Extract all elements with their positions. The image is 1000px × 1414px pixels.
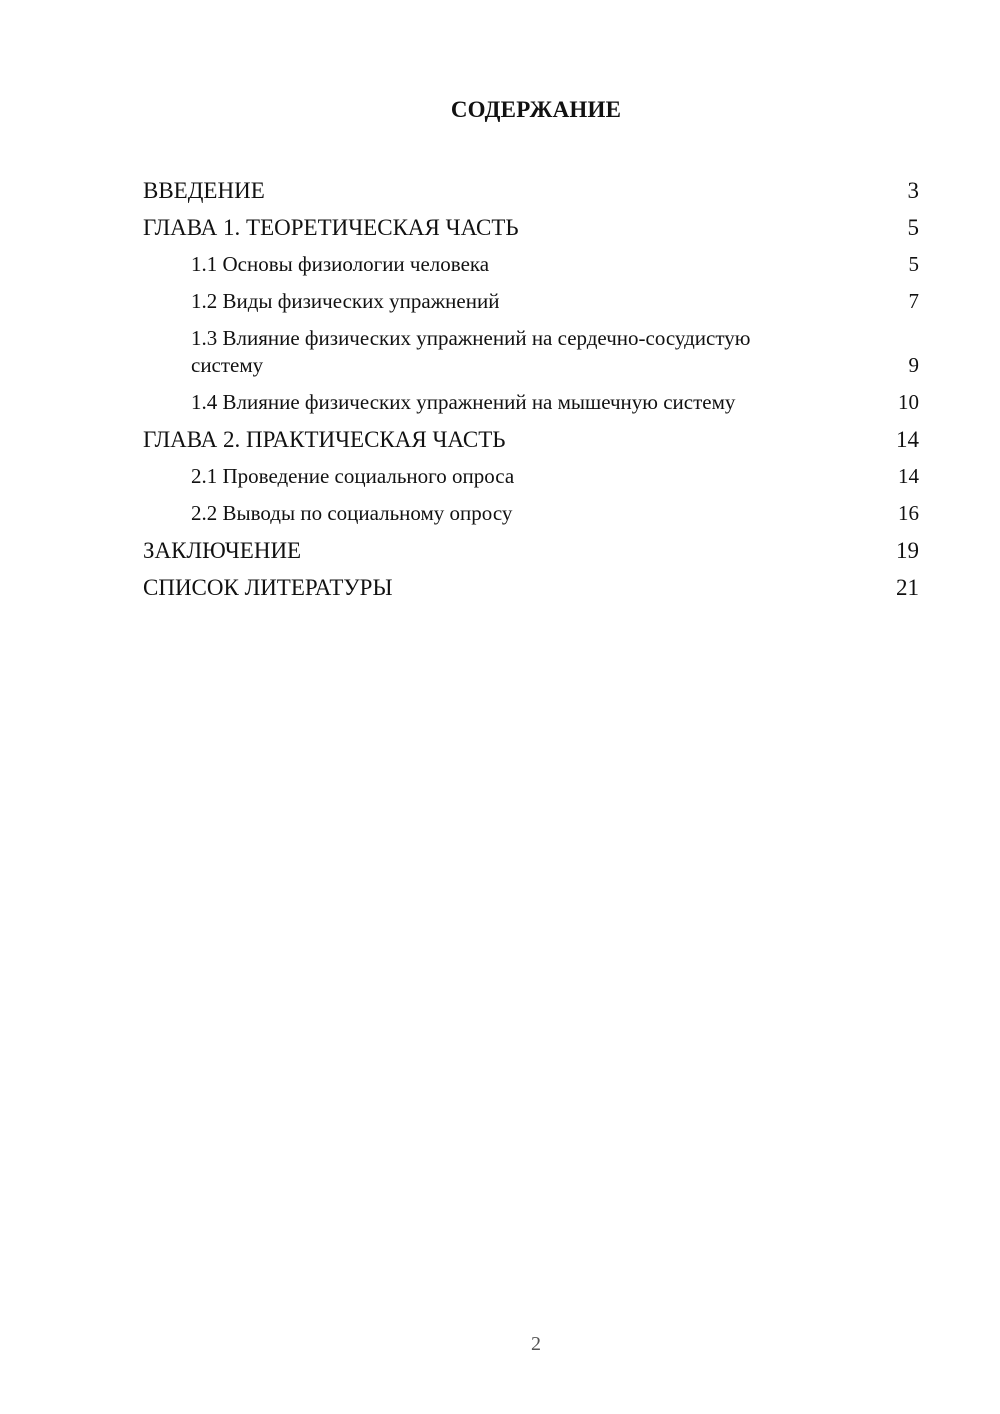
toc-entry-page: 14 xyxy=(896,427,919,452)
toc-entry-title: ГЛАВА 1. ТЕОРЕТИЧЕСКАЯ ЧАСТЬ xyxy=(143,215,519,240)
toc-entry-page: 5 xyxy=(907,215,919,240)
toc-entry-title: 2.2 Выводы по социальному опросу xyxy=(191,501,513,525)
toc-entry-page: 3 xyxy=(907,178,919,203)
toc-entry-title: 1.3 Влияние физических упражнений на сердечно-сосудистую систему xyxy=(191,326,751,377)
toc-entry-conclusion xyxy=(143,529,919,566)
toc-entry-section-1-3 xyxy=(143,317,919,381)
toc-entry-title: 1.1 Основы физиологии человека xyxy=(191,252,490,276)
toc-entry-section-1-1 xyxy=(143,243,919,280)
toc-entry-title: СПИСОК ЛИТЕРАТУРЫ xyxy=(143,575,393,600)
toc-entry-section-2-1 xyxy=(143,455,919,492)
toc-entry-chapter-2 xyxy=(143,418,919,455)
toc-heading: СОДЕРЖАНИЕ xyxy=(450,97,622,122)
toc-entry-title: 1.2 Виды физических упражнений xyxy=(191,289,500,313)
toc-entry-page: 21 xyxy=(896,575,919,600)
toc-entry-title: 1.4 Влияние физических упражнений на мышечную систему xyxy=(191,390,736,414)
toc-entry-section-1-2 xyxy=(143,280,919,317)
toc-entry-title: 2.1 Проведение социального опроса xyxy=(191,464,515,488)
toc-entry-page: 14 xyxy=(898,464,919,488)
toc-entry-title: ВВЕДЕНИЕ xyxy=(143,178,265,203)
toc-entry-page: 16 xyxy=(898,501,919,525)
toc-entry-section-1-4 xyxy=(143,381,919,418)
toc-entry-introduction xyxy=(143,169,919,206)
toc-entry-bibliography xyxy=(143,566,919,603)
toc-entry-page: 7 xyxy=(908,289,919,313)
toc-entry-chapter-1 xyxy=(143,206,919,243)
toc-entry-section-2-2 xyxy=(143,492,919,529)
page-number: 2 xyxy=(531,1333,541,1355)
toc-entry-page: 19 xyxy=(896,538,919,563)
toc-entry-page: 5 xyxy=(908,252,919,276)
toc-entry-page: 9 xyxy=(908,353,919,377)
toc-entry-title: ГЛАВА 2. ПРАКТИЧЕСКАЯ ЧАСТЬ xyxy=(143,427,506,452)
table-of-contents xyxy=(143,169,919,603)
toc-entry-page: 10 xyxy=(898,390,919,414)
toc-entry-title: ЗАКЛЮЧЕНИЕ xyxy=(143,538,302,563)
